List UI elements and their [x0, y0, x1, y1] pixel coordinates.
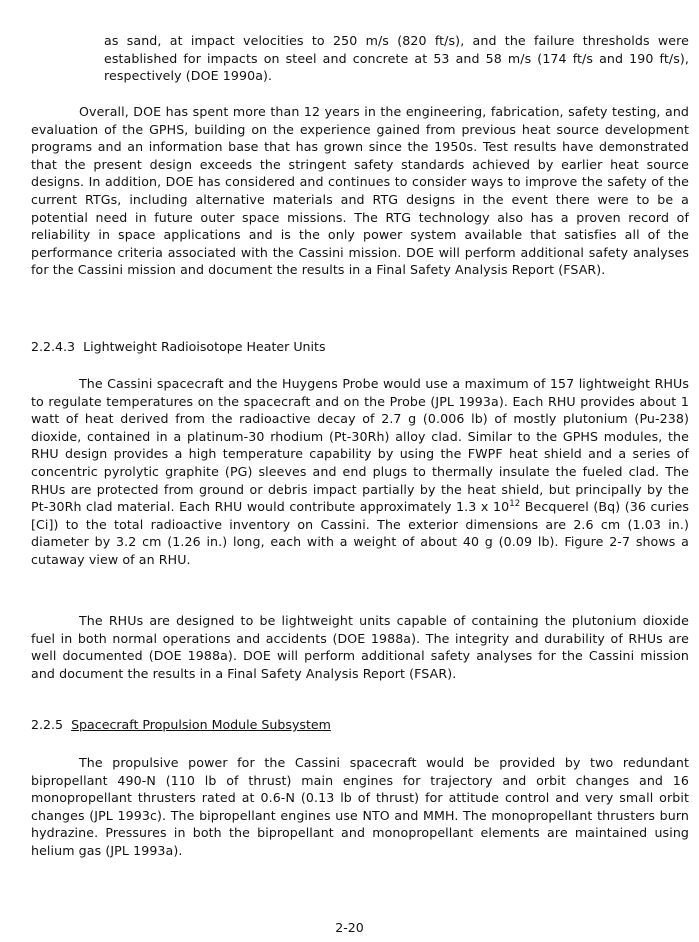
paragraph-doe-overall: Overall, DOE has spent more than 12 years in the engineering, fabrication, safety testing, and evaluation of the GPHS, building on the experience gained from previous heat source development programs and an information base that has grown since the 1950s. Test results have demonstrated that the present design exceeds the stringent safety standards achieved by earlier heat source designs. In addition, DOE has considered and continues to consider ways to improve the safety of the current RTGs, including alternative materials and RTG designs in the event there were to be a potential need in future outer space missions. The RTG technology also has a proven record of reliability in space applications and is the only power system available that satisfies all of the performance criteria associated with the Cassini mission. DOE will perform additional safety analyses for the Cassini mission and document the results in a Final Safety Analysis Report (FSAR).: [31, 104, 689, 278]
page-number: 2-20: [335, 920, 364, 935]
section-number: 2.2.4.3: [31, 339, 76, 354]
section-heading-2-2-4-3: [31, 338, 326, 356]
rhu-text-main: The Cassini spacecraft and the Huygens Probe would use a maximum of 157 lightweight RHUs to regulate temperatures on the spacecraft and on the Probe (JPL 1993a). Each RHU provides about 1 watt of heat derived from the radioactive decay of 2.7 g (0.006 lb) of mostly plutonium (Pu-238) dioxide, contained in a platinum-30 rhodium (Pt-30Rh) alloy clad. Similar to the GPHS modules, the RHU design provides a high temperature capability by using the FWPF heat shield and a series of concentric pyrolytic graphite (PG) sleeves and end plugs to thermally insulate the fueled clad. The RHUs are protected from ground or debris impact partially by the heat shield, but principally by the Pt-30Rh clad material. Each RHU would contribute approximately 1.3 x 10: [31, 376, 689, 515]
paragraph-propulsion: The propulsive power for the Cassini spacecraft would be provided by two redundant bipropellant 490-N (110 lb of thrust) main engines for trajectory and orbit changes and 16 monopropellant thrusters rated at 0.6-N (0.13 lb of thrust) for attitude control and very small orbit changes (JPL 1993c). The bipropellant engines use NTO and MMH. The monopropellant thrusters burn hydrazine. Pressures in both the bipropellant and monopropellant elements are maintained using helium gas (JPL 1993a).: [31, 755, 689, 858]
rhu-text-rest: Becquerel (Bq) (36 curies [Ci]) to the total radioactive inventory on Cassini. The exterior dimensions are 2.6 cm (1.03 in.) diameter by 3.2 cm (1.26 in.) long, each with a weight of about 40 g (0.09 lb). Figure 2-7 shows a cutaway view of an RHU.: [31, 499, 689, 567]
section-heading-2-2-5: [31, 716, 331, 734]
paragraph-impact-continuation: as sand, at impact velocities to 250 m/s (820 ft/s), and the failure thresholds were established for impacts on steel and concrete at 53 and 58 m/s (174 ft/s and 190 ft/s), respectively (DOE 1990a).: [104, 33, 689, 84]
section-title: Spacecraft Propulsion Module Subsystem: [71, 717, 331, 732]
exponent: 12: [509, 499, 521, 510]
section-title: Lightweight Radioisotope Heater Units: [83, 339, 326, 354]
paragraph-rhu-description: [31, 375, 689, 569]
paragraph-rhu-design: The RHUs are designed to be lightweight units capable of containing the plutonium dioxide fuel in both normal operations and accidents (DOE 1988a). The integrity and durability of RHUs are well documented (DOE 1988a). DOE will perform additional safety analyses for the Cassini mission and document the results in a Final Safety Analysis Report (FSAR).: [31, 613, 689, 681]
section-number: 2.2.5: [31, 717, 64, 732]
